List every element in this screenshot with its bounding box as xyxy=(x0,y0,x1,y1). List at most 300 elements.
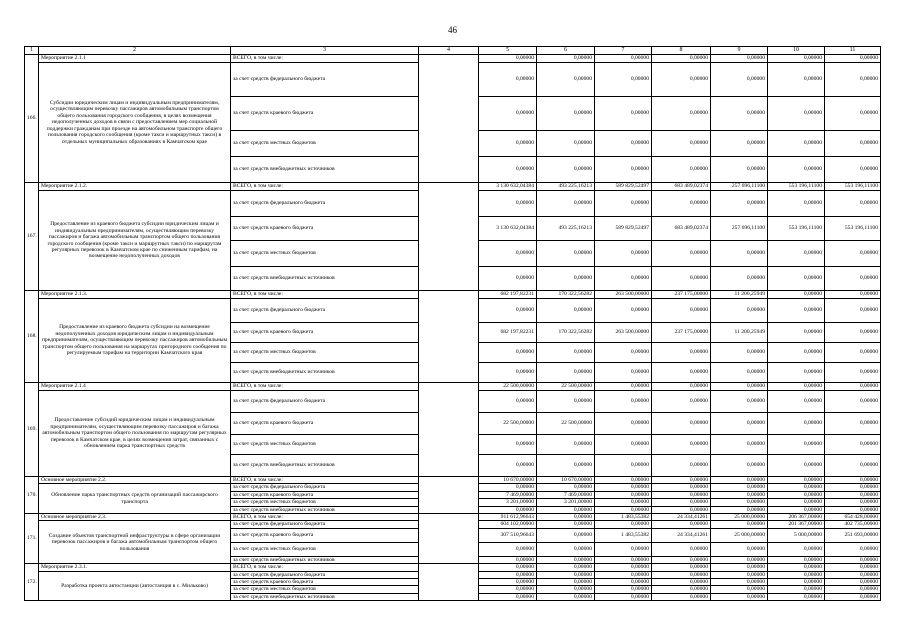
amount-cell: 0,00000 xyxy=(479,556,537,563)
amount-cell: 0,00000 xyxy=(825,477,881,484)
amount-cell: 0,00000 xyxy=(595,55,652,63)
amount-cell: 0,00000 xyxy=(652,499,711,506)
amount-cell: 0,00000 xyxy=(711,241,768,267)
header-cell: 3 xyxy=(231,47,419,55)
amount-cell: 0,00000 xyxy=(825,343,881,363)
amount-cell: 0,00000 xyxy=(595,455,652,477)
header-cell: 11 xyxy=(825,47,881,55)
funding-source-label: за счет средств федерального бюджета xyxy=(231,299,419,323)
amount-cell: 0,00000 xyxy=(595,343,652,363)
amount-cell: 682 197,82231 xyxy=(479,323,537,343)
amount-cell: 682 197,82231 xyxy=(479,291,537,299)
funding-source-label: ВСЕГО, в том числе: xyxy=(231,291,419,299)
amount-cell: 0,00000 xyxy=(825,391,881,413)
amount-cell: 0,00000 xyxy=(825,499,881,506)
amount-cell: 0,00000 xyxy=(537,593,595,600)
amount-cell: 0,00000 xyxy=(652,55,711,63)
amount-cell: 0,00000 xyxy=(768,191,825,217)
amount-cell: 0,00000 xyxy=(768,267,825,291)
funding-source-label: за счет средств внебюджетных источников xyxy=(231,267,419,291)
amount-cell: 3 201,00000 xyxy=(537,499,595,506)
amount-cell: 0,00000 xyxy=(768,491,825,498)
amount-cell: 0,00000 xyxy=(825,383,881,391)
amount-cell: 0,00000 xyxy=(825,363,881,383)
measure-title: Мероприятие 2.1.4 xyxy=(39,383,231,391)
amount-cell: 257 696,11100 xyxy=(711,217,768,241)
amount-cell: 0,00000 xyxy=(537,55,595,63)
amount-cell: 0,00000 xyxy=(711,593,768,600)
amount-cell: 0,00000 xyxy=(768,391,825,413)
row-index: 172. xyxy=(25,564,39,601)
amount-cell: 493 225,16213 xyxy=(537,217,595,241)
table-row xyxy=(25,383,881,391)
funding-source-label: за счет средств федерального бюджета xyxy=(231,521,419,528)
amount-cell: 0,00000 xyxy=(595,586,652,593)
amount-cell: 0,00000 xyxy=(537,63,595,97)
funding-source-label: ВСЕГО, в том числе: xyxy=(231,55,419,63)
amount-cell: 0,00000 xyxy=(825,267,881,291)
amount-cell: 0,00000 xyxy=(768,586,825,593)
amount-cell: 0,00000 xyxy=(479,435,537,455)
amount-cell: 22 500,00000 xyxy=(537,383,595,391)
amount-cell: 0,00000 xyxy=(711,299,768,323)
amount-cell: 0,00000 xyxy=(768,157,825,183)
amount-cell: 0,00000 xyxy=(479,191,537,217)
measure-description: Разработка проекта автостанции (автостанция в с. Мильково) xyxy=(39,571,231,601)
header-cell: 9 xyxy=(711,47,768,55)
table-row xyxy=(25,291,881,299)
amount-cell: 0,00000 xyxy=(479,241,537,267)
column-4-cell xyxy=(419,564,479,601)
measure-title: Основное мероприятие 2.2. xyxy=(39,477,231,484)
amount-cell: 0,00000 xyxy=(595,564,652,571)
amount-cell: 0,00000 xyxy=(537,191,595,217)
row-index: 169. xyxy=(25,383,39,477)
amount-cell: 7 469,00000 xyxy=(479,491,537,498)
amount-cell: 0,00000 xyxy=(825,484,881,491)
amount-cell: 0,00000 xyxy=(711,491,768,498)
amount-cell: 0,00000 xyxy=(711,484,768,491)
amount-cell: 0,00000 xyxy=(768,506,825,513)
amount-cell: 683 489,02374 xyxy=(652,183,711,191)
amount-cell: 0,00000 xyxy=(652,343,711,363)
amount-cell: 0,00000 xyxy=(768,299,825,323)
amount-cell: 10 670,00000 xyxy=(479,477,537,484)
amount-cell: 0,00000 xyxy=(825,291,881,299)
amount-cell: 0,00000 xyxy=(595,571,652,578)
amount-cell: 0,00000 xyxy=(595,484,652,491)
amount-cell: 0,00000 xyxy=(652,97,711,131)
amount-cell: 0,00000 xyxy=(537,484,595,491)
amount-cell: 0,00000 xyxy=(825,97,881,131)
amount-cell: 0,00000 xyxy=(652,191,711,217)
amount-cell: 0,00000 xyxy=(479,506,537,513)
amount-cell: 0,00000 xyxy=(768,484,825,491)
amount-cell: 3 201,00000 xyxy=(479,499,537,506)
amount-cell: 0,00000 xyxy=(825,63,881,97)
header-cell: 4 xyxy=(419,47,479,55)
amount-cell: 0,00000 xyxy=(711,191,768,217)
amount-cell: 0,00000 xyxy=(825,157,881,183)
amount-cell: 263 500,00000 xyxy=(595,291,652,299)
amount-cell: 0,00000 xyxy=(652,586,711,593)
funding-source-label: за счет средств местных бюджетов xyxy=(231,542,419,556)
header-row xyxy=(25,47,881,55)
amount-cell: 0,00000 xyxy=(652,435,711,455)
funding-source-label: за счет средств федерального бюджета xyxy=(231,571,419,578)
amount-cell: 5 000,00000 xyxy=(768,528,825,542)
amount-cell: 0,00000 xyxy=(768,413,825,435)
amount-cell: 0,00000 xyxy=(479,455,537,477)
amount-cell: 0,00000 xyxy=(711,343,768,363)
measure-description: Предоставление субсидий юридическим лицам и индивидуальным предпринимателям, осуществляющим перевозку пассажиров и багажа автомобильным транспортом общего пользования по маршрутам регулярных перевозок в Камчатском крае, в целях возмещения затрат, связанных с обновлением парка транспортных средств xyxy=(39,391,231,477)
amount-cell: 0,00000 xyxy=(595,413,652,435)
amount-cell: 0,00000 xyxy=(825,579,881,586)
amount-cell: 0,00000 xyxy=(652,157,711,183)
funding-source-label: за счет средств федерального бюджета xyxy=(231,191,419,217)
amount-cell: 604 102,00000 xyxy=(479,521,537,528)
amount-cell: 0,00000 xyxy=(711,571,768,578)
amount-cell: 0,00000 xyxy=(479,299,537,323)
amount-cell: 0,00000 xyxy=(711,363,768,383)
amount-cell: 237 175,00000 xyxy=(652,323,711,343)
amount-cell: 1 483,55382 xyxy=(595,514,652,521)
amount-cell: 0,00000 xyxy=(711,383,768,391)
amount-cell: 0,00000 xyxy=(537,299,595,323)
amount-cell: 3 130 632,04384 xyxy=(479,217,537,241)
amount-cell: 11 200,25949 xyxy=(711,323,768,343)
header-cell: 10 xyxy=(768,47,825,55)
amount-cell: 0,00000 xyxy=(537,363,595,383)
amount-cell: 0,00000 xyxy=(537,97,595,131)
amount-cell: 0,00000 xyxy=(479,586,537,593)
amount-cell: 0,00000 xyxy=(537,455,595,477)
funding-source-label: за счет средств местных бюджетов xyxy=(231,131,419,157)
measure-title: Мероприятие 2.1.1 xyxy=(39,55,231,63)
column-4-cell xyxy=(419,477,479,514)
amount-cell: 206 367,00000 xyxy=(768,514,825,521)
amount-cell: 0,00000 xyxy=(652,579,711,586)
table-row xyxy=(25,183,881,191)
amount-cell: 0,00000 xyxy=(537,241,595,267)
row-index: 170. xyxy=(25,477,39,514)
amount-cell: 0,00000 xyxy=(479,579,537,586)
amount-cell: 170 322,56282 xyxy=(537,291,595,299)
amount-cell: 589 829,52497 xyxy=(595,217,652,241)
amount-cell: 0,00000 xyxy=(711,586,768,593)
amount-cell: 0,00000 xyxy=(652,506,711,513)
amount-cell: 0,00000 xyxy=(595,191,652,217)
amount-cell: 0,00000 xyxy=(537,391,595,413)
amount-cell: 0,00000 xyxy=(711,521,768,528)
amount-cell: 0,00000 xyxy=(711,455,768,477)
funding-source-label: за счет средств внебюджетных источников xyxy=(231,506,419,513)
funding-source-label: за счет средств внебюджетных источников xyxy=(231,363,419,383)
funding-source-label: за счет средств внебюджетных источников xyxy=(231,593,419,600)
amount-cell: 0,00000 xyxy=(768,477,825,484)
amount-cell: 0,00000 xyxy=(537,131,595,157)
table-row xyxy=(25,55,881,63)
funding-source-label: за счет средств внебюджетных источников xyxy=(231,455,419,477)
amount-cell: 0,00000 xyxy=(595,556,652,563)
row-index: 171. xyxy=(25,514,39,564)
amount-cell: 0,00000 xyxy=(711,435,768,455)
amount-cell: 25 000,00000 xyxy=(711,514,768,521)
amount-cell: 0,00000 xyxy=(595,477,652,484)
amount-cell: 589 829,52497 xyxy=(595,183,652,191)
column-4-cell xyxy=(419,291,479,383)
funding-source-label: за счет средств внебюджетных источников xyxy=(231,556,419,563)
funding-source-label: за счет средств местных бюджетов xyxy=(231,435,419,455)
amount-cell: 0,00000 xyxy=(768,579,825,586)
amount-cell: 0,00000 xyxy=(825,571,881,578)
amount-cell: 0,00000 xyxy=(479,484,537,491)
amount-cell: 0,00000 xyxy=(652,63,711,97)
amount-cell: 22 500,00000 xyxy=(537,413,595,435)
amount-cell: 25 000,00000 xyxy=(711,528,768,542)
amount-cell: 0,00000 xyxy=(652,542,711,556)
funding-source-label: за счет средств местных бюджетов xyxy=(231,499,419,506)
measure-description: Субсидии юридическим лицам и индивидуальным предпринимателям, осуществляющим перевозку пассажиров автомобильным транспортом общего пользования городского сообщения, в целях возмещения недополученных доходов в связи с предоставлением мер социальной поддержки гражданам при проезде на автомобильном транспорте общего пользования городского сообщения (кроме такси и маршрутных такси) в отдельных муниципальных образованиях в Камчатском крае xyxy=(39,63,231,183)
amount-cell: 0,00000 xyxy=(652,383,711,391)
amount-cell: 0,00000 xyxy=(711,63,768,97)
amount-cell: 0,00000 xyxy=(768,97,825,131)
amount-cell: 263 500,00000 xyxy=(595,323,652,343)
table-row xyxy=(25,514,881,521)
header-cell: 6 xyxy=(537,47,595,55)
amount-cell: 0,00000 xyxy=(825,491,881,498)
amount-cell: 0,00000 xyxy=(768,542,825,556)
amount-cell: 0,00000 xyxy=(825,323,881,343)
funding-source-label: за счет средств краевого бюджета xyxy=(231,413,419,435)
amount-cell: 0,00000 xyxy=(825,191,881,217)
funding-source-label: за счет средств краевого бюджета xyxy=(231,323,419,343)
amount-cell: 201 367,00000 xyxy=(768,521,825,528)
amount-cell: 0,00000 xyxy=(768,571,825,578)
amount-cell: 0,00000 xyxy=(825,556,881,563)
amount-cell: 0,00000 xyxy=(595,435,652,455)
measure-description: Создание объектов транспортной инфраструктуры в сфере организации перевозок пассажиров и багажа автомобильным транспортом общего пользования xyxy=(39,521,231,564)
amount-cell: 0,00000 xyxy=(768,499,825,506)
measure-title: Основное мероприятие 2.3. xyxy=(39,514,231,521)
amount-cell: 0,00000 xyxy=(825,413,881,435)
header-cell: 7 xyxy=(595,47,652,55)
amount-cell: 0,00000 xyxy=(825,455,881,477)
amount-cell: 0,00000 xyxy=(595,506,652,513)
amount-cell: 0,00000 xyxy=(768,564,825,571)
amount-cell: 0,00000 xyxy=(768,593,825,600)
amount-cell: 0,00000 xyxy=(652,491,711,498)
amount-cell: 553 196,11100 xyxy=(768,183,825,191)
measure-title: Мероприятие 2.1.3. xyxy=(39,291,231,299)
row-index: 167. xyxy=(25,183,39,291)
amount-cell: 0,00000 xyxy=(595,383,652,391)
amount-cell: 0,00000 xyxy=(537,556,595,563)
amount-cell: 0,00000 xyxy=(479,131,537,157)
amount-cell: 0,00000 xyxy=(652,363,711,383)
amount-cell: 0,00000 xyxy=(768,323,825,343)
amount-cell: 0,00000 xyxy=(652,299,711,323)
amount-cell: 0,00000 xyxy=(825,131,881,157)
amount-cell: 0,00000 xyxy=(711,506,768,513)
header-cell: 8 xyxy=(652,47,711,55)
amount-cell: 3 130 632,04384 xyxy=(479,183,537,191)
amount-cell: 0,00000 xyxy=(479,343,537,363)
amount-cell: 0,00000 xyxy=(711,55,768,63)
measure-title: Мероприятие 2.3.1. xyxy=(39,564,231,571)
amount-cell: 0,00000 xyxy=(768,241,825,267)
funding-source-label: ВСЕГО, в том числе: xyxy=(231,477,419,484)
amount-cell: 0,00000 xyxy=(595,499,652,506)
amount-cell: 22 500,00000 xyxy=(479,413,537,435)
amount-cell: 0,00000 xyxy=(595,299,652,323)
amount-cell: 10 670,00000 xyxy=(537,477,595,484)
amount-cell: 237 175,00000 xyxy=(652,291,711,299)
row-index: 168. xyxy=(25,291,39,383)
amount-cell: 0,00000 xyxy=(825,506,881,513)
amount-cell: 0,00000 xyxy=(537,514,595,521)
amount-cell: 0,00000 xyxy=(652,477,711,484)
amount-cell: 0,00000 xyxy=(711,579,768,586)
amount-cell: 0,00000 xyxy=(768,291,825,299)
amount-cell: 0,00000 xyxy=(479,63,537,97)
amount-cell: 0,00000 xyxy=(825,55,881,63)
amount-cell: 0,00000 xyxy=(652,484,711,491)
amount-cell: 0,00000 xyxy=(825,564,881,571)
amount-cell: 0,00000 xyxy=(711,157,768,183)
amount-cell: 24 334,41261 xyxy=(652,528,711,542)
amount-cell: 0,00000 xyxy=(825,593,881,600)
amount-cell: 0,00000 xyxy=(768,383,825,391)
funding-source-label: за счет средств краевого бюджета xyxy=(231,528,419,542)
measure-description: Предоставление из краевого бюджета субсидии на возмещение недополученных доходов юридическим лицам и индивидуальным предпринимателям, осуществляющим перевозку пассажиров автомобильным транспортом общего пользования на маршрутах пригородного сообщения по регулируемым тарифам на территории Камчатского края xyxy=(39,299,231,383)
amount-cell: 0,00000 xyxy=(479,564,537,571)
amount-cell: 0,00000 xyxy=(537,343,595,363)
funding-source-label: за счет средств федерального бюджета xyxy=(231,484,419,491)
amount-cell: 0,00000 xyxy=(537,528,595,542)
amount-cell: 0,00000 xyxy=(768,455,825,477)
amount-cell: 0,00000 xyxy=(825,299,881,323)
amount-cell: 0,00000 xyxy=(825,241,881,267)
amount-cell: 0,00000 xyxy=(711,131,768,157)
column-4-cell xyxy=(419,514,479,564)
amount-cell: 0,00000 xyxy=(537,267,595,291)
amount-cell: 0,00000 xyxy=(595,157,652,183)
amount-cell: 911 612,96643 xyxy=(479,514,537,521)
funding-source-label: за счет средств федерального бюджета xyxy=(231,63,419,97)
amount-cell: 402 735,00000 xyxy=(825,521,881,528)
header-cell: 5 xyxy=(479,47,537,55)
funding-source-label: ВСЕГО, в том числе: xyxy=(231,564,419,571)
amount-cell: 0,00000 xyxy=(768,556,825,563)
table-row xyxy=(25,477,881,484)
amount-cell: 0,00000 xyxy=(768,55,825,63)
amount-cell: 170 322,56282 xyxy=(537,323,595,343)
amount-cell: 0,00000 xyxy=(652,267,711,291)
amount-cell: 683 489,02374 xyxy=(652,217,711,241)
header-cell: 1 xyxy=(25,47,39,55)
amount-cell: 0,00000 xyxy=(652,131,711,157)
amount-cell: 1 483,55382 xyxy=(595,528,652,542)
funding-source-label: за счет средств внебюджетных источников xyxy=(231,157,419,183)
amount-cell: 0,00000 xyxy=(537,579,595,586)
amount-cell: 0,00000 xyxy=(537,571,595,578)
amount-cell: 553 196,11100 xyxy=(825,217,881,241)
amount-cell: 0,00000 xyxy=(825,435,881,455)
amount-cell: 0,00000 xyxy=(537,506,595,513)
amount-cell: 0,00000 xyxy=(595,97,652,131)
amount-cell: 0,00000 xyxy=(711,564,768,571)
amount-cell: 0,00000 xyxy=(479,55,537,63)
amount-cell: 0,00000 xyxy=(652,564,711,571)
funding-source-label: за счет средств краевого бюджета xyxy=(231,579,419,586)
amount-cell: 251 693,00000 xyxy=(825,528,881,542)
amount-cell: 0,00000 xyxy=(768,363,825,383)
amount-cell: 0,00000 xyxy=(711,499,768,506)
amount-cell: 0,00000 xyxy=(595,491,652,498)
funding-source-label: ВСЕГО, в том числе: xyxy=(231,383,419,391)
amount-cell: 0,00000 xyxy=(479,363,537,383)
amount-cell: 0,00000 xyxy=(595,593,652,600)
amount-cell: 0,00000 xyxy=(652,241,711,267)
amount-cell: 553 196,11100 xyxy=(825,183,881,191)
amount-cell: 0,00000 xyxy=(652,455,711,477)
amount-cell: 0,00000 xyxy=(479,542,537,556)
amount-cell: 654 428,00000 xyxy=(825,514,881,521)
amount-cell: 0,00000 xyxy=(537,564,595,571)
budget-table xyxy=(24,46,881,601)
amount-cell: 0,00000 xyxy=(652,391,711,413)
funding-source-label: за счет средств федерального бюджета xyxy=(231,391,419,413)
table-row xyxy=(25,564,881,571)
amount-cell: 0,00000 xyxy=(652,413,711,435)
funding-source-label: за счет средств местных бюджетов xyxy=(231,241,419,267)
row-index: 166. xyxy=(25,55,39,183)
page-number: 46 xyxy=(448,25,457,35)
amount-cell: 0,00000 xyxy=(595,579,652,586)
funding-source-label: ВСЕГО, в том числе: xyxy=(231,514,419,521)
amount-cell: 0,00000 xyxy=(537,157,595,183)
funding-source-label: за счет средств краевого бюджета xyxy=(231,97,419,131)
amount-cell: 257 696,11100 xyxy=(711,183,768,191)
amount-cell: 0,00000 xyxy=(537,521,595,528)
amount-cell: 0,00000 xyxy=(537,542,595,556)
funding-source-label: за счет средств местных бюджетов xyxy=(231,343,419,363)
amount-cell: 0,00000 xyxy=(768,63,825,97)
amount-cell: 0,00000 xyxy=(711,97,768,131)
amount-cell: 0,00000 xyxy=(595,391,652,413)
amount-cell: 0,00000 xyxy=(711,542,768,556)
amount-cell: 0,00000 xyxy=(479,571,537,578)
amount-cell: 0,00000 xyxy=(479,157,537,183)
amount-cell: 0,00000 xyxy=(595,131,652,157)
funding-source-label: ВСЕГО, в том числе: xyxy=(231,183,419,191)
amount-cell: 0,00000 xyxy=(825,586,881,593)
amount-cell: 0,00000 xyxy=(595,241,652,267)
column-4-cell xyxy=(419,55,479,183)
amount-cell: 0,00000 xyxy=(479,267,537,291)
amount-cell: 0,00000 xyxy=(711,413,768,435)
amount-cell: 0,00000 xyxy=(768,435,825,455)
amount-cell: 0,00000 xyxy=(537,435,595,455)
measure-description: Обновление парка транспортных средств организаций пассажирского транспорта xyxy=(39,484,231,514)
amount-cell: 0,00000 xyxy=(768,343,825,363)
amount-cell: 0,00000 xyxy=(768,131,825,157)
amount-cell: 0,00000 xyxy=(537,586,595,593)
amount-cell: 0,00000 xyxy=(711,477,768,484)
amount-cell: 11 200,25949 xyxy=(711,291,768,299)
amount-cell: 0,00000 xyxy=(595,363,652,383)
